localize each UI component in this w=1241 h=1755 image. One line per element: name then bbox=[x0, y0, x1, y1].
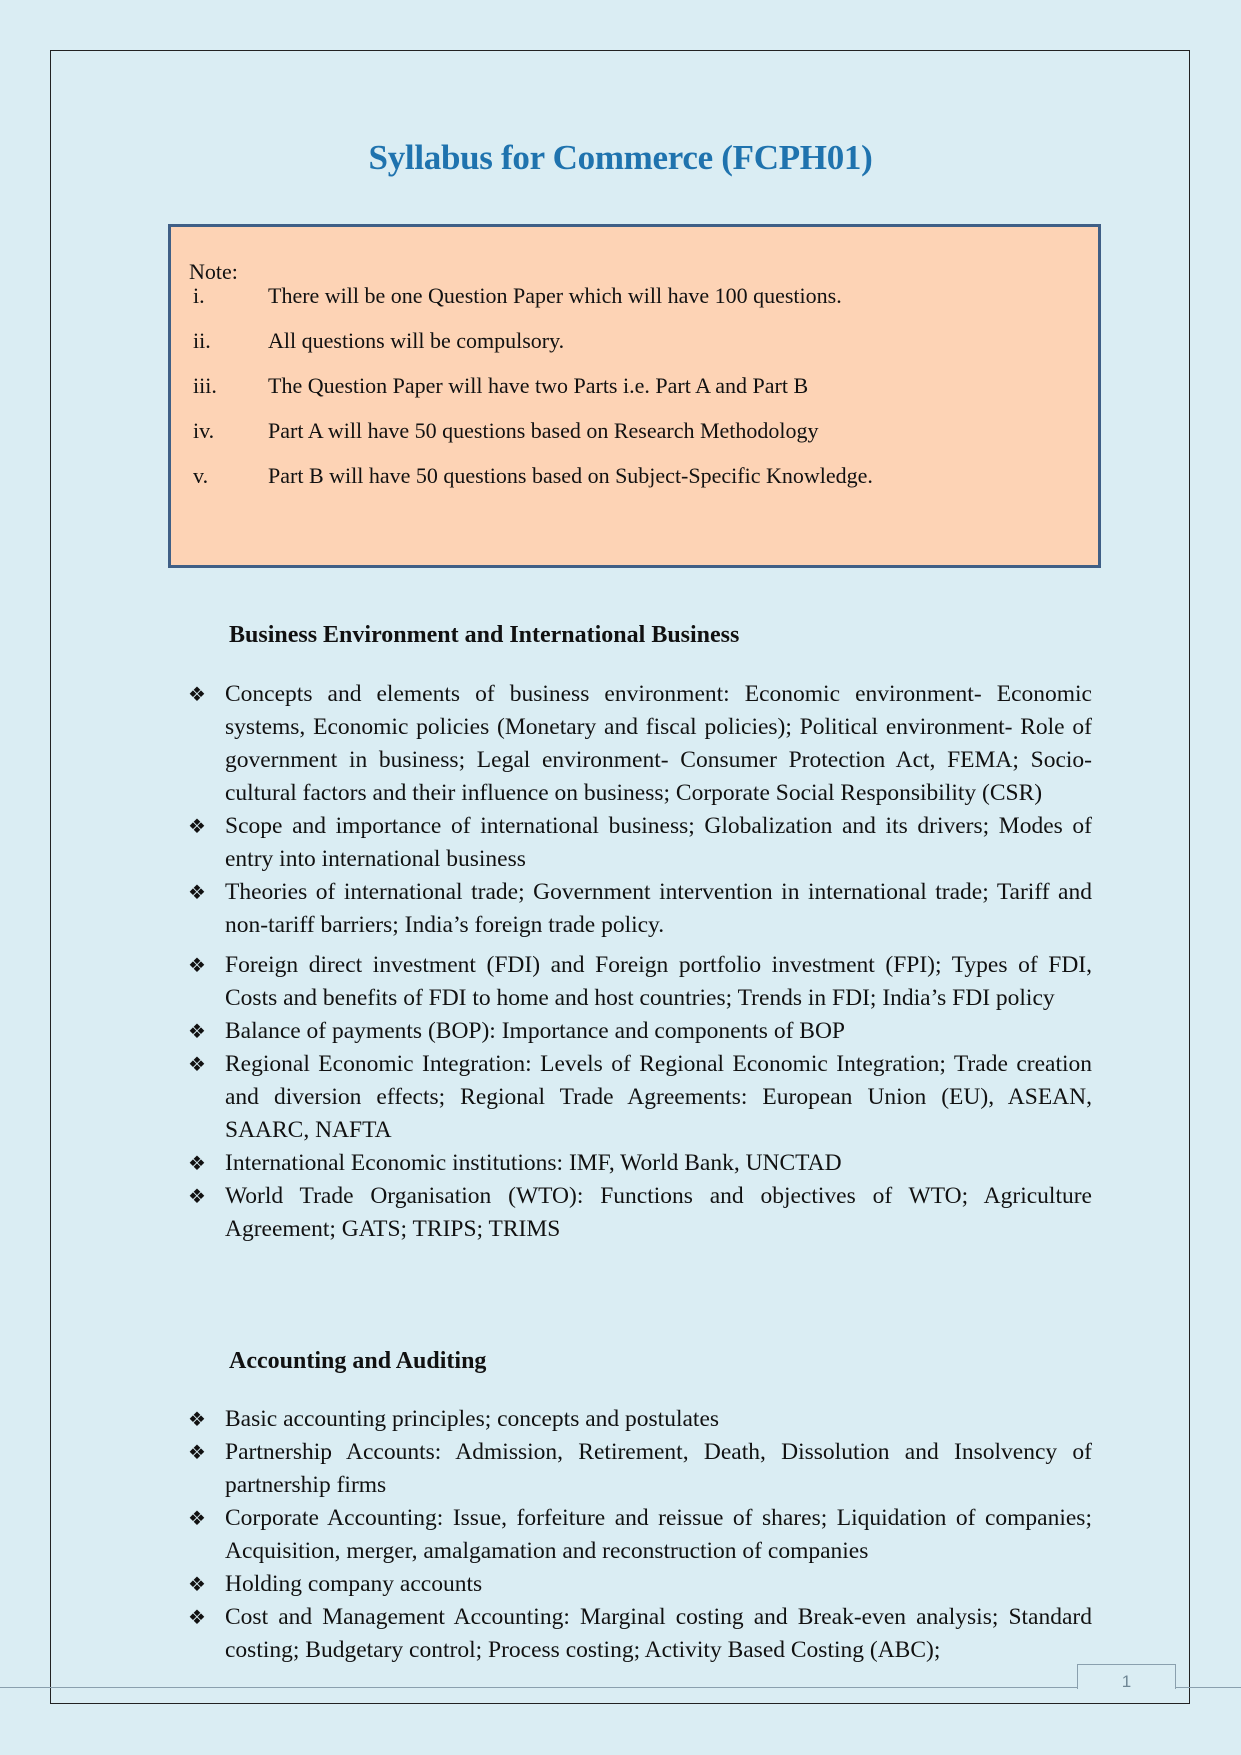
bullet-diamond-icon: ❖ bbox=[188, 1184, 206, 1208]
note-item-number: iv. bbox=[193, 418, 215, 443]
note-item bbox=[171, 463, 1091, 493]
list-item bbox=[186, 1403, 1092, 1436]
bullet-diamond-icon: ❖ bbox=[188, 1052, 206, 1076]
note-item bbox=[171, 328, 1091, 358]
bullet-diamond-icon: ❖ bbox=[188, 1407, 206, 1431]
list-item bbox=[186, 1147, 1092, 1180]
list-item bbox=[186, 1436, 1092, 1502]
list-item bbox=[186, 678, 1092, 810]
note-item bbox=[171, 373, 1091, 403]
list-item-text: World Trade Organisation (WTO): Functions and objectives of WTO; Agriculture Agreement; GATS; TRIPS; TRIMS bbox=[225, 1183, 1092, 1242]
bullet-diamond-icon: ❖ bbox=[188, 1151, 206, 1175]
note-item-text: Part B will have 50 questions based on Subject-Specific Knowledge. bbox=[268, 463, 873, 488]
note-item-text: Part A will have 50 questions based on Research Methodology bbox=[268, 418, 819, 443]
list-item bbox=[186, 810, 1092, 876]
bullet-diamond-icon: ❖ bbox=[188, 682, 206, 706]
note-item-text: The Question Paper will have two Parts i.e. Part A and Part B bbox=[268, 373, 809, 398]
list-item bbox=[186, 876, 1092, 942]
list-item bbox=[186, 1502, 1092, 1568]
note-item-number: i. bbox=[193, 283, 205, 308]
bullet-diamond-icon: ❖ bbox=[188, 880, 206, 904]
accounting-auditing-list bbox=[186, 1403, 1092, 1667]
list-item bbox=[186, 1180, 1092, 1246]
list-item-text: Corporate Accounting: Issue, forfeiture and reissue of shares; Liquidation of companies; Acquisition, merger, amalgamation and reconstruction of companies bbox=[225, 1505, 1092, 1564]
bullet-diamond-icon: ❖ bbox=[188, 1572, 206, 1596]
note-label: Note: bbox=[189, 259, 238, 284]
list-item-text: International Economic institutions: IMF, World Bank, UNCTAD bbox=[225, 1150, 842, 1176]
list-item bbox=[186, 1048, 1092, 1147]
note-item bbox=[171, 418, 1091, 448]
bullet-diamond-icon: ❖ bbox=[188, 1440, 206, 1464]
list-item-text: Holding company accounts bbox=[225, 1571, 483, 1597]
note-item-number: v. bbox=[193, 463, 209, 488]
list-item-text: Concepts and elements of business environment: Economic environment- Economic systems, Economic policies (Monetary and fiscal policies); Political environment- Role of government in business; Legal environment- Consumer Protection Act, FEMA; Socio-cultural factors and their influence on business; Corporate Social Responsibility (CSR) bbox=[225, 681, 1092, 806]
page-number: 1 bbox=[1077, 1664, 1176, 1689]
section-heading-accounting-auditing: Accounting and Auditing bbox=[229, 1348, 487, 1374]
bullet-diamond-icon: ❖ bbox=[188, 1506, 206, 1530]
bullet-diamond-icon: ❖ bbox=[188, 1019, 206, 1043]
list-item-text: Partnership Accounts: Admission, Retirement, Death, Dissolution and Insolvency of partnership firms bbox=[225, 1439, 1092, 1498]
note-item-number: ii. bbox=[193, 328, 211, 353]
list-item bbox=[186, 949, 1092, 1015]
list-item-text: Foreign direct investment (FDI) and Foreign portfolio investment (FPI); Types of FDI, Costs and benefits of FDI to home and host countries; Trends in FDI; India’s FDI policy bbox=[225, 952, 1092, 1011]
note-item bbox=[171, 283, 1091, 313]
footer-line bbox=[0, 1687, 1241, 1688]
bullet-diamond-icon: ❖ bbox=[188, 1605, 206, 1629]
list-item-text: Basic accounting principles; concepts and postulates bbox=[225, 1406, 720, 1432]
business-environment-list bbox=[186, 678, 1092, 1246]
page-title: Syllabus for Commerce (FCPH01) bbox=[368, 138, 873, 177]
list-item-text: Theories of international trade; Government intervention in international trade; Tariff and non-tariff barriers; India’s foreign trade policy. bbox=[225, 879, 1092, 938]
list-item-text: Balance of payments (BOP): Importance and components of BOP bbox=[225, 1018, 845, 1044]
bullet-diamond-icon: ❖ bbox=[188, 953, 206, 977]
note-item-text: There will be one Question Paper which will have 100 questions. bbox=[268, 283, 842, 308]
list-item bbox=[186, 1568, 1092, 1601]
list-item-text: Cost and Management Accounting: Marginal costing and Break-even analysis; Standard costing; Budgetary control; Process costing; Activity Based Costing (ABC); bbox=[225, 1604, 1092, 1663]
list-item-text: Regional Economic Integration: Levels of Regional Economic Integration; Trade creation and diversion effects; Regional Trade Agreements: European Union (EU), ASEAN, SAARC, NAFTA bbox=[225, 1051, 1092, 1143]
bullet-diamond-icon: ❖ bbox=[188, 814, 206, 838]
note-box bbox=[168, 224, 1101, 568]
list-item-text: Scope and importance of international business; Globalization and its drivers; Modes of entry into international business bbox=[225, 813, 1092, 872]
section-heading-business-environment: Business Environment and International Business bbox=[229, 622, 740, 648]
list-item bbox=[186, 1601, 1092, 1667]
note-item-number: iii. bbox=[193, 373, 217, 398]
list-item bbox=[186, 1015, 1092, 1048]
note-item-text: All questions will be compulsory. bbox=[268, 328, 565, 353]
